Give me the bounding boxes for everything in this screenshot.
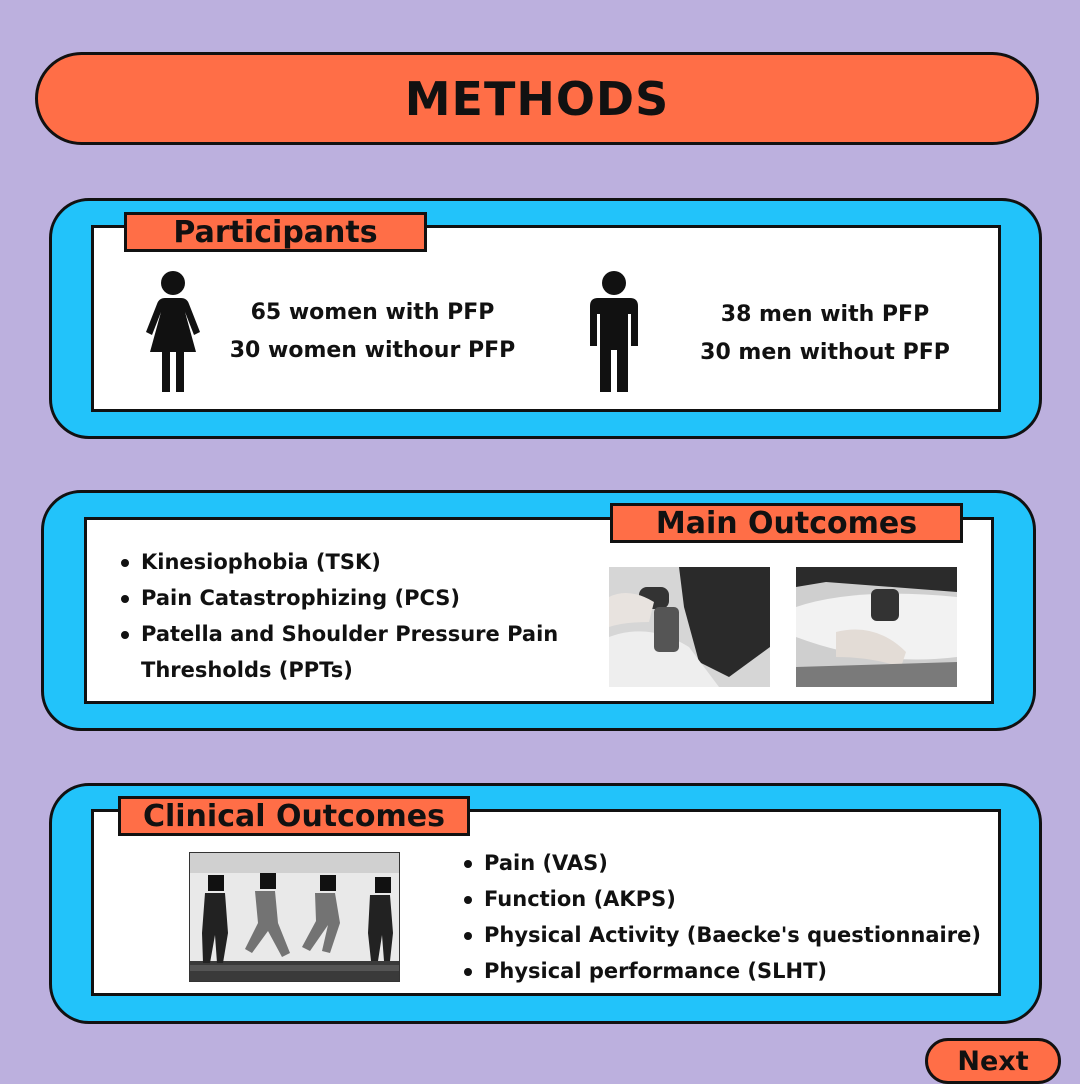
list-item: Patella and Shoulder Pressure Pain Thresholds (PPTs)	[141, 616, 611, 688]
list-item: Kinesiophobia (TSK)	[141, 544, 611, 580]
women-with-pfp: 65 women with PFP	[250, 300, 495, 325]
woman-icon	[143, 270, 203, 395]
clinical-outcomes-tag: Clinical Outcomes	[118, 796, 470, 836]
list-item: Pain (VAS)	[484, 845, 1014, 881]
main-outcomes-tag: Main Outcomes	[610, 503, 963, 543]
men-without-pfp: 30 men without PFP	[700, 340, 950, 365]
main-outcomes-list	[117, 544, 611, 688]
ppt-shoulder-photo	[609, 567, 770, 687]
ppt-patella-photo	[796, 567, 957, 687]
page-title-banner	[35, 52, 1039, 145]
women-counts	[215, 294, 530, 370]
next-button[interactable]: Next	[925, 1038, 1061, 1084]
list-item: Function (AKPS)	[484, 881, 1014, 917]
men-with-pfp: 38 men with PFP	[720, 302, 930, 327]
list-item: Physical Activity (Baecke's questionnaire)	[484, 917, 1014, 953]
man-icon	[586, 270, 642, 395]
participants-tag: Participants	[124, 212, 427, 252]
page-title: METHODS	[404, 71, 670, 126]
men-counts	[680, 296, 970, 372]
clinical-outcomes-list	[460, 845, 1014, 989]
list-item: Pain Catastrophizing (PCS)	[141, 580, 611, 616]
list-item: Physical performance (SLHT)	[484, 953, 1014, 989]
women-without-pfp: 30 women withour PFP	[229, 338, 516, 363]
hop-test-photo	[189, 852, 400, 982]
